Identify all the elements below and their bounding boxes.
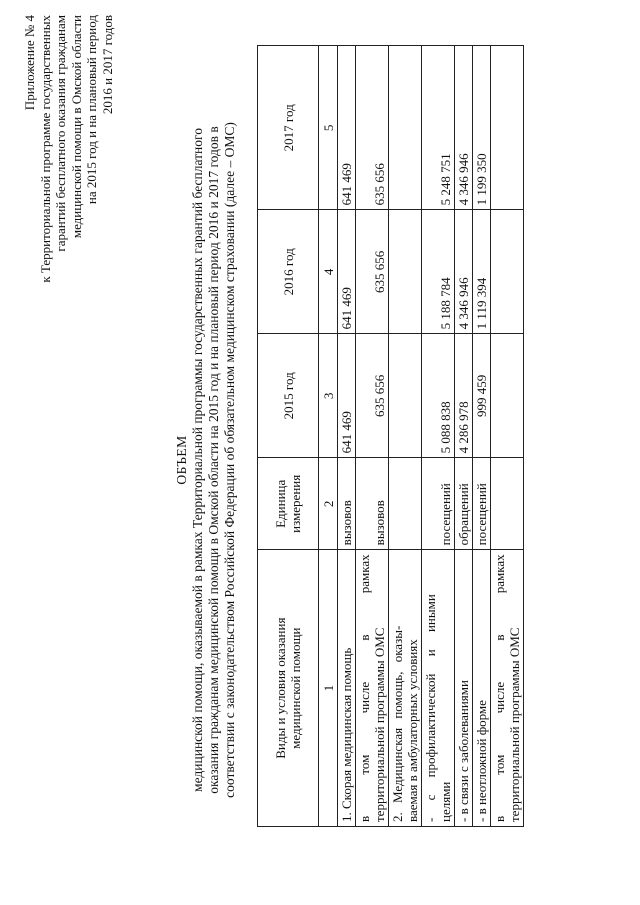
row-care-type: в том числе в рамках территориальной программы ОМС: [491, 550, 524, 827]
row-care-type: 1. Скорая медицинская помощь: [338, 550, 356, 827]
row-2017: 1 199 350: [473, 46, 491, 210]
volume-table: [257, 45, 524, 827]
row-2016: [491, 210, 524, 334]
table-row: [338, 46, 356, 827]
header-unit: Единица измерения: [258, 458, 319, 550]
row-care-type: 2. Медицинская помощь, оказы- ваемая в амбулаторных условиях: [389, 550, 422, 827]
header-2016: 2016 год: [258, 210, 319, 334]
row-2015: 999 459: [473, 334, 491, 458]
column-number: 4: [319, 210, 338, 334]
appendix-line: 2016 и 2017 годов: [99, 15, 115, 115]
column-number-row: [319, 46, 338, 827]
row-2015: 5 088 838: [422, 334, 455, 458]
row-unit: вызовов: [356, 458, 389, 550]
table-row: [491, 46, 524, 827]
row-2017: 635 656: [356, 46, 389, 210]
row-care-type: в том числе в рамках территориальной программы ОМС: [356, 550, 389, 827]
document-title: [174, 55, 238, 865]
title-heading: ОБЪЕМ: [174, 435, 189, 485]
table-row: [473, 46, 491, 827]
appendix-line: медицинской помощи в Омской области: [68, 15, 84, 239]
row-care-type: - в неотложной форме: [473, 550, 491, 827]
row-unit: посещений: [473, 458, 491, 550]
header-2015: 2015 год: [258, 334, 319, 458]
row-2017: 4 346 946: [455, 46, 473, 210]
column-number: 2: [319, 458, 338, 550]
title-line: медицинской помощи, оказываемой в рамках Территориальной программы государственных гарантий бесплатного: [190, 128, 205, 792]
table-header-row: [258, 46, 319, 827]
row-2015: 635 656: [356, 334, 389, 458]
appendix-line: гарантий бесплатного оказания гражданам: [53, 15, 68, 252]
row-2017: [491, 46, 524, 210]
header-care-type: Виды и условия оказания медицинской помощи: [258, 550, 319, 827]
table-row: [356, 46, 389, 827]
row-2017: 5 248 751: [422, 46, 455, 210]
row-unit: обращений: [455, 458, 473, 550]
column-number: 3: [319, 334, 338, 458]
appendix-line: на 2015 год и на плановый период: [84, 15, 99, 205]
title-line: оказания гражданам медицинской помощи в Омской области на 2015 год и на плановый период 2016 и 2017 годов в: [206, 126, 221, 794]
header-2017: 2017 год: [258, 46, 319, 210]
row-2017: 641 469: [338, 46, 356, 210]
row-2015: 4 286 978: [455, 334, 473, 458]
appendix-header: [22, 15, 115, 305]
table-row: [455, 46, 473, 827]
row-unit: посещений: [422, 458, 455, 550]
row-2016: [389, 210, 422, 334]
row-2016: 4 346 946: [455, 210, 473, 334]
row-unit: [389, 458, 422, 550]
appendix-line: к Территориальной программе государственных: [37, 15, 53, 283]
row-unit: [491, 458, 524, 550]
row-2016: 635 656: [356, 210, 389, 334]
table-row: [422, 46, 455, 827]
row-unit: вызовов: [338, 458, 356, 550]
row-2015: [491, 334, 524, 458]
column-number: 1: [319, 550, 338, 827]
row-2015: [389, 334, 422, 458]
row-2016: 5 188 784: [422, 210, 455, 334]
column-number: 5: [319, 46, 338, 210]
row-2016: 641 469: [338, 210, 356, 334]
table-row: [389, 46, 422, 827]
row-2016: 1 119 394: [473, 210, 491, 334]
row-care-type: - с профилактической и иными целями: [422, 550, 455, 827]
row-2017: [389, 46, 422, 210]
title-line: соответствии с законодательством Российской Федерации об обязательном медицинском страховании (далее – ОМС): [222, 122, 237, 798]
row-2015: 641 469: [338, 334, 356, 458]
row-care-type: - в связи с заболеваниями: [455, 550, 473, 827]
appendix-line: Приложение № 4: [22, 15, 37, 111]
